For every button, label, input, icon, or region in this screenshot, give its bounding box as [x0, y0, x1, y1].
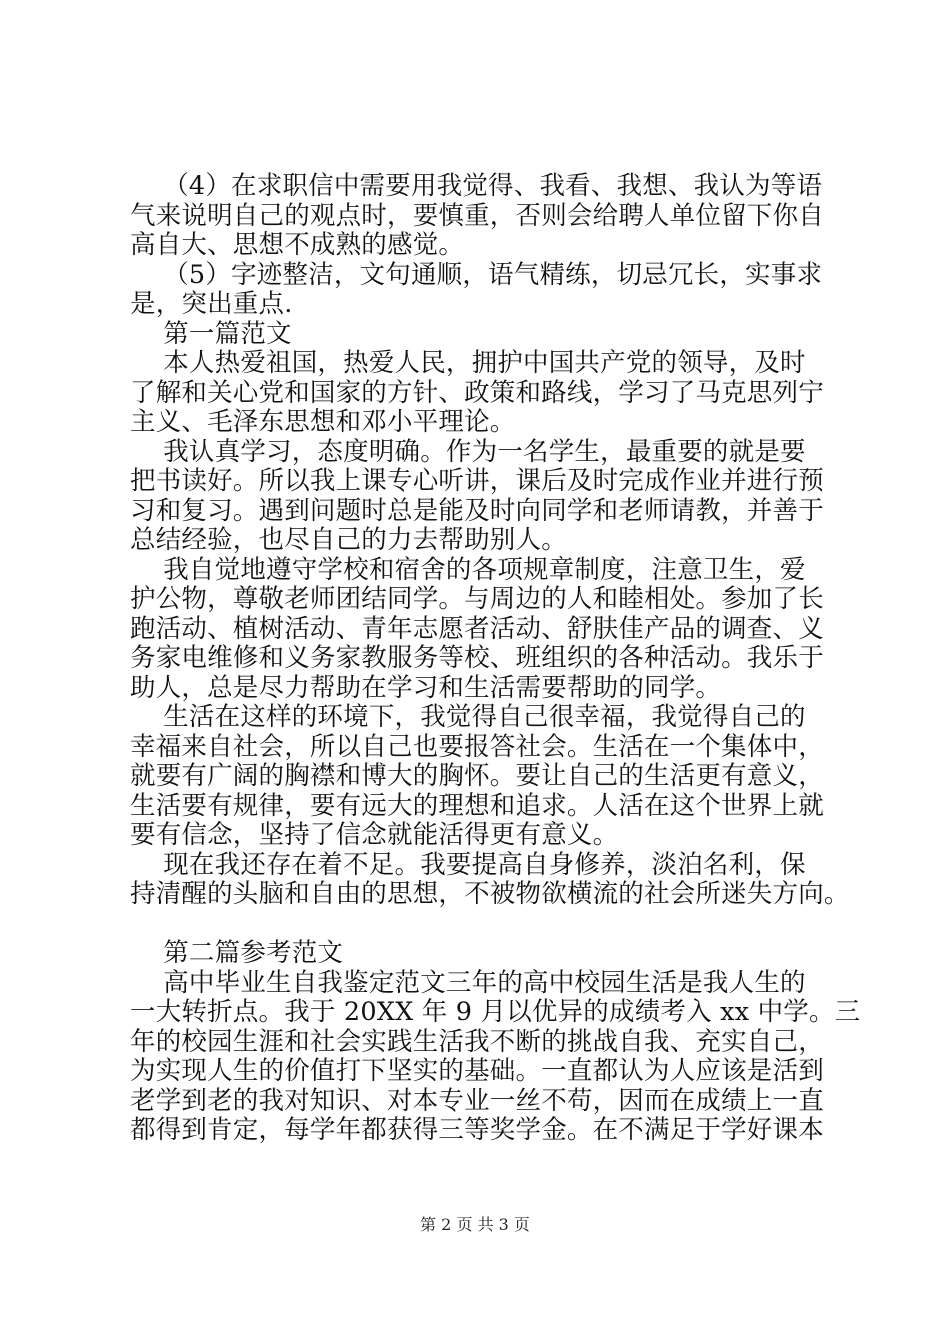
text-line: 一大转折点。我于 20XX 年 9 月以优异的成绩考入 xx 中学。三: [130, 997, 861, 1027]
text-line: 年的校园生涯和社会实践生活我不断的挑战自我、充实自己，: [130, 1026, 824, 1057]
page-footer: 第 2 页 共 3 页: [420, 1215, 530, 1234]
text-line: 习和复习。遇到问题时总是能及时向同学和老师请教，并善于: [130, 495, 824, 526]
text-line: 我认真学习，态度明确。作为一名学生，最重要的就是要: [130, 436, 806, 467]
text-line: 现在我还存在着不足。我要提高自身修养，淡泊名利，保: [130, 849, 806, 880]
text-line: 本人热爱祖国，热爱人民，拥护中国共产党的领导，及时: [130, 348, 806, 378]
blank-line: [130, 910, 835, 940]
text-line: 把书读好。所以我上课专心听讲，课后及时完成作业并进行预: [130, 466, 824, 496]
section-heading: 第一篇范文: [130, 318, 292, 349]
text-line: 气来说明自己的观点时，要慎重，否则会给聘人单位留下你自: [130, 200, 824, 231]
text-line: 护公物，尊敬老师团结同学。与周边的人和睦相处。参加了长: [130, 584, 824, 614]
text-line: 主义、毛泽东思想和邓小平理论。: [130, 407, 516, 437]
text-line: （4）在求职信中需要用我觉得、我看、我想、我认为等语: [130, 171, 823, 201]
text-line: 助人，总是尽力帮助在学习和生活需要帮助的同学。: [130, 672, 722, 703]
text-line: 持清醒的头脑和自由的思想，不被物欲横流的社会所迷失方向。: [130, 879, 850, 909]
text-line: （5）字迹整洁，文句通顺，语气精练，切忌冗长，实事求: [130, 259, 823, 290]
text-line: 都得到肯定，每学年都获得三等奖学金。在不满足于学好课本: [130, 1115, 824, 1145]
text-line: 高自大、思想不成熟的感觉。: [130, 230, 465, 260]
text-line: 务家电维修和义务家教服务等校、班组织的各种活动。我乐于: [130, 643, 824, 673]
text-line: 生活要有规律，要有远大的理想和追求。人活在这个世界上就: [130, 790, 824, 821]
text-line: 就要有广阔的胸襟和博大的胸怀。要让自己的生活更有意义，: [130, 761, 824, 791]
text-line: 了解和关心党和国家的方针、政策和路线，学习了马克思列宁: [130, 377, 824, 408]
text-line: 高中毕业生自我鉴定范文三年的高中校园生活是我人生的: [130, 967, 806, 998]
text-line: 跑活动、植树活动、青年志愿者活动、舒肤佳产品的调查、义: [130, 613, 824, 644]
text-line: 是，突出重点.: [130, 289, 293, 319]
text-line: 幸福来自社会，所以自己也要报答社会。生活在一个集体中，: [130, 731, 824, 762]
text-line: 生活在这样的环境下，我觉得自己很幸福，我觉得自己的: [130, 702, 806, 732]
text-line: 要有信念，坚持了信念就能活得更有意义。: [130, 820, 619, 850]
text-line: 老学到老的我对知识、对本专业一丝不苟，因而在成绩上一直: [130, 1085, 824, 1116]
text-line: 为实现人生的价值打下坚实的基础。一直都认为人应该是活到: [130, 1056, 824, 1086]
section-heading: 第二篇参考范文: [130, 938, 344, 968]
document-body: [130, 171, 861, 1146]
text-line: 我自觉地遵守学校和宿舍的各项规章制度，注意卫生，爱: [130, 554, 806, 585]
text-line: 总结经验，也尽自己的力去帮助别人。: [130, 525, 567, 555]
